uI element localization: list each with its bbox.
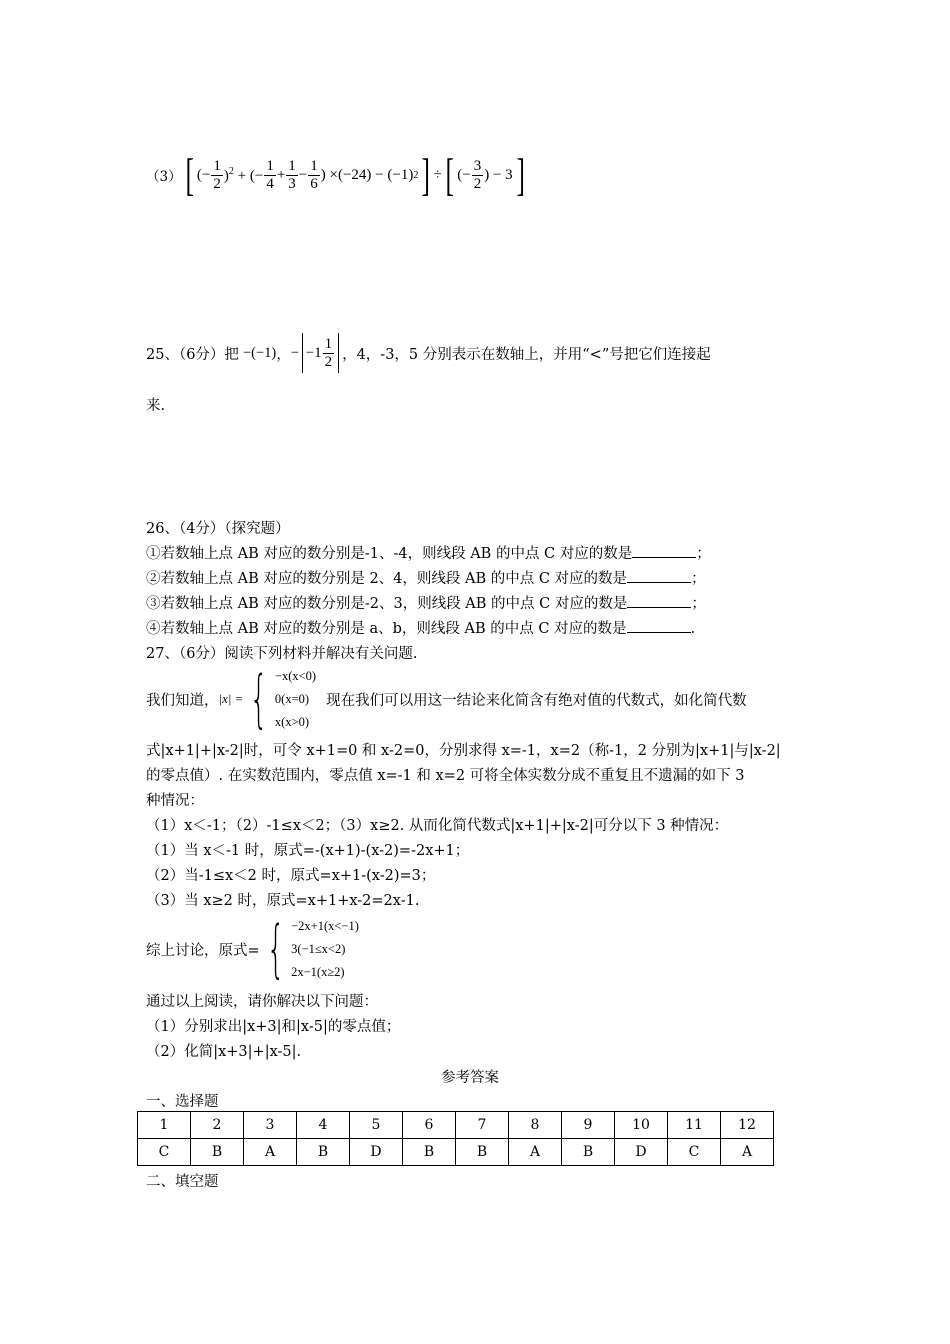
q24-3-expression: （3） [ (− $\frac{1}{2}$ )$^2$ + (− $\frac{1}{4}$ + $\frac{1}{3}$ − $\frac{1}{6}$ ) ×(−24) − (−1) 2 ] ÷ [ (− $\frac{3}{2}$ ) − 3 ] [146,149,525,200]
table-cell: 2 [191,1112,244,1139]
question-25-line2: 来. [146,398,166,414]
answer-blank [627,568,691,583]
table-cell: 9 [562,1112,615,1139]
question-26-item-3: ③若数轴上点 AB 对应的数分别是-2、3，则线段 AB 的中点 C 对应的数是 ； [146,592,706,613]
fraction: $\frac{1}{2}$ [324,336,333,370]
table-cell: 12 [721,1112,774,1139]
q27-para-8: 通过以上阅读，请你解决以下问题： [146,994,378,1010]
table-cell: 6 [403,1112,456,1139]
q27-summary: 综上讨论，原式= { −2x+1(x<−1) 3(−1≤x<2) 2x−1(x≥2) [146,912,359,985]
q27-para-4: （1）x＜-1；（2）-1≤x＜2；（3）x≥2. 从而化简代数式|x+1|+|x-2|可分以下 3 种情况： [146,818,729,834]
table-cell: 1 [138,1112,191,1139]
table-cell: A [721,1139,774,1166]
table-cell: 5 [350,1112,403,1139]
section-fill-title: 二、填空题 [146,1174,219,1190]
table-cell: 8 [509,1112,562,1139]
fraction: $\frac{3}{2}$ [473,158,482,192]
question-26-item-2: ②若数轴上点 AB 对应的数分别是 2、4，则线段 AB 的中点 C 对应的数是 ； [146,567,706,588]
table-cell: 4 [297,1112,350,1139]
fraction: $\frac{1}{6}$ [310,158,318,192]
q27-para-2: 的零点值）. 在实数范围内，零点值 x=-1 和 x=2 可将全体实数分成不重复且不遗漏的如下 3 [146,768,745,784]
table-cell: A [509,1139,562,1166]
question-26-item-1: ①若数轴上点 AB 对应的数分别是-1、-4，则线段 AB 的中点 C 对应的数是 ； [146,542,711,563]
table-cell: A [244,1139,297,1166]
fraction: $\frac{1}{4}$ [266,158,274,192]
abs-definition: 我们知道， |x| = { −x(x<0) 0(x=0) x(x>0) 现在我们可以用这一结论来化简含有绝对值的代数式，如化简代数 [146,662,747,735]
q24-3-label: （3） [146,169,182,185]
left-bracket-2: [ [445,149,454,200]
table-row [138,1139,774,1166]
answer-blank [632,543,696,558]
cases-brace: { −x(x<0) 0(x=0) x(x>0) [250,662,317,735]
q27-para-1: 式|x+1|+|x-2|时，可令 x+1=0 和 x-2=0，分别求得 x=-1，x=2（称-1，2 分别为|x+1|与|x-2| [146,743,781,759]
table-cell: 10 [615,1112,668,1139]
q27-para-7: （3）当 x≥2 时，原式=x+1+x-2=2x-1. [146,893,420,909]
q27-para-5: （1）当 x＜-1 时，原式=-(x+1)-(x-2)=-2x+1； [146,843,470,859]
table-cell: B [562,1139,615,1166]
table-cell: 3 [244,1112,297,1139]
q27-para-10: （2）化简|x+3|+|x-5|. [146,1044,302,1060]
table-row [138,1112,774,1139]
table-cell: 11 [668,1112,721,1139]
table-cell: C [668,1139,721,1166]
q27-para-9: （1）分别求出|x+3|和|x-5|的零点值； [146,1019,401,1035]
answer-blank [627,618,691,633]
q27-para-6: （2）当-1≤x＜2 时，原式=x+1-(x-2)=3； [146,868,436,884]
fraction: $\frac{1}{3}$ [288,158,296,192]
answer-blank [627,593,691,608]
question-25: 25、（6分）把 −(−1) ， − − 1 $\frac{1}{2}$ ，4，-3，5 分别表示在数轴上，并用“<”号把它们连接起 [146,328,711,378]
table-cell: B [403,1139,456,1166]
question-26-item-4: ④若数轴上点 AB 对应的数分别是 a、b，则线段 AB 的中点 C 对应的数是 . [146,617,695,638]
table-cell: D [350,1139,403,1166]
table-cell: B [191,1139,244,1166]
cases-brace: { −2x+1(x<−1) 3(−1≤x<2) 2x−1(x≥2) [266,912,359,985]
q27-para-3: 种情况： [146,793,204,809]
left-bracket-1: [ [185,149,194,200]
right-bracket-2: ] [516,149,525,200]
fraction: $\frac{1}{2}$ [213,158,221,192]
table-cell: C [138,1139,191,1166]
section-choice-title: 一、选择题 [146,1094,219,1110]
answer-table [137,1111,774,1166]
question-27-title: 27、（6分）阅读下列材料并解决有关问题. [146,646,418,662]
answers-title: 参考答案 [441,1070,499,1086]
table-cell: B [456,1139,509,1166]
right-bracket-1: ] [421,149,431,200]
table-cell: 7 [456,1112,509,1139]
table-cell: D [615,1139,668,1166]
table-cell: B [297,1139,350,1166]
question-26-title: 26、（4分）（探究题） [146,521,290,537]
